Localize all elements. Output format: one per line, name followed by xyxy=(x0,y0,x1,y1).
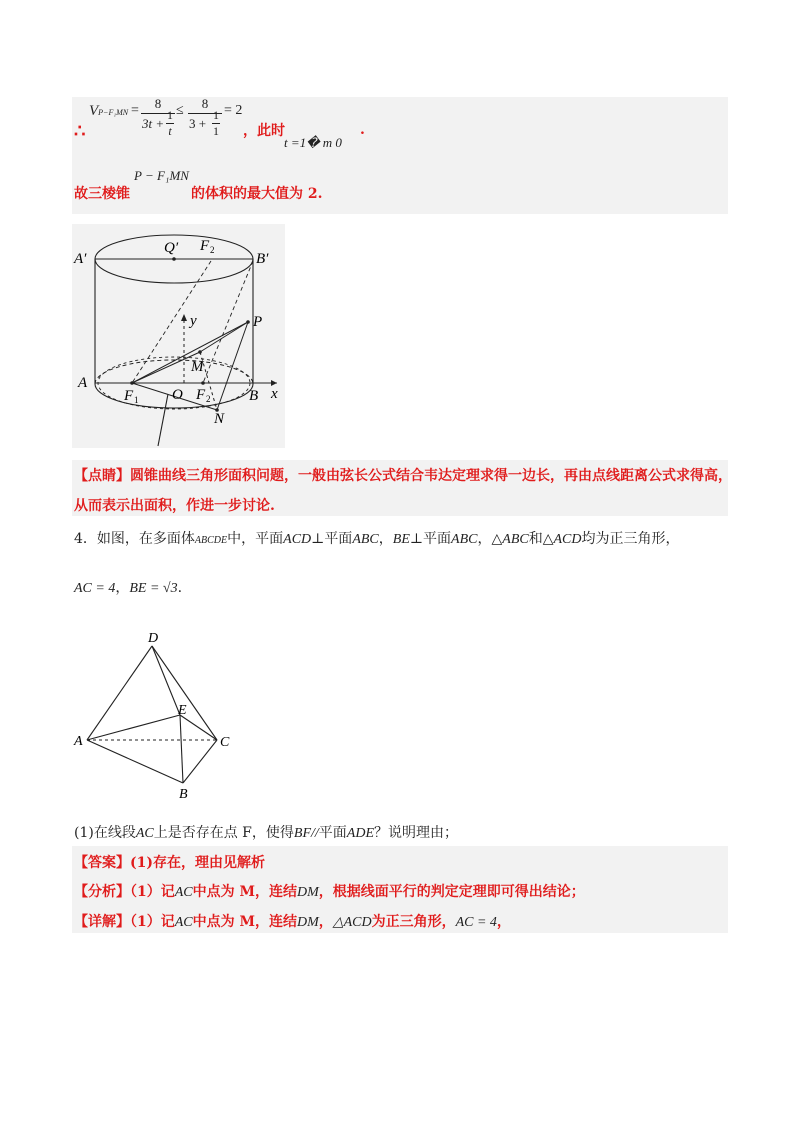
label-b: B xyxy=(249,388,259,404)
analysis-line: 【分析】（1）记AC中点为 M，连结DM，根据线面平行的判定定理即可得出结论； xyxy=(74,884,585,900)
note-line-1: 【点睛】圆锥曲线三角形面积问题，一般由弦长公式结合韦达定理求得一边长，再由点线距离公式求得高， xyxy=(74,468,732,484)
label-b-prime: B′ xyxy=(256,251,269,267)
label-a-prime: A′ xyxy=(74,251,87,267)
leq-symbol: ≤ xyxy=(176,103,184,118)
fraction-2: 8 xyxy=(188,96,222,114)
edge-bc xyxy=(183,740,217,783)
label-p: P xyxy=(253,314,263,330)
label-f2: F xyxy=(196,387,206,403)
cylinder-figure xyxy=(72,224,285,448)
label-a: A xyxy=(78,375,88,391)
label-x: x xyxy=(271,386,278,402)
equals-2: = 2 xyxy=(224,103,243,118)
label-q-prime: Q′ xyxy=(164,240,179,256)
label-f2-sub: 2 xyxy=(206,394,211,404)
note-line-2: 从而表示出面积，作进一步讨论. xyxy=(74,498,275,514)
conclusion-text-a: 故三棱锥 xyxy=(74,186,130,202)
label-c: C xyxy=(220,735,230,750)
conclusion-expression: P − F₁MN xyxy=(134,168,189,183)
at-this-time-text: ，此时 xyxy=(243,123,285,139)
q-prime-point xyxy=(172,257,176,261)
f1-point xyxy=(130,381,134,385)
fraction-2-inner: 1 1 xyxy=(213,108,219,138)
t-condition: t =1� m 0 xyxy=(284,135,342,150)
edge-ad xyxy=(87,646,152,740)
fraction-1: 8 xyxy=(141,96,175,114)
label-n: N xyxy=(214,411,225,427)
label-f1-sub: 1 xyxy=(134,395,139,405)
polyhedron-figure xyxy=(72,628,242,803)
equals-1: = xyxy=(131,103,139,118)
fraction-2-denominator: 3 + xyxy=(189,116,207,131)
detail-line: 【详解】（1）记AC中点为 M，连结DM，△ACD为正三角形，AC = 4， xyxy=(74,914,511,930)
label-y: y xyxy=(190,313,197,329)
label-o: O xyxy=(172,387,183,403)
label-f2-top-sub: 2 xyxy=(210,245,215,255)
label-f1: F xyxy=(124,388,134,404)
f2-point xyxy=(201,381,205,385)
volume-symbol: VP−F₁MN xyxy=(89,103,129,119)
edge-ec xyxy=(180,715,217,740)
fraction-1-denominator: 3t + xyxy=(142,116,165,131)
label-f2-top: F xyxy=(200,238,210,254)
label-b: B xyxy=(179,787,188,802)
therefore-symbol: ∴ xyxy=(74,121,86,142)
label-d: D xyxy=(148,631,159,646)
edge-eb xyxy=(180,715,183,783)
problem-4-values: AC = 4，BE = √3. xyxy=(74,580,183,596)
conclusion-text-b: 的体积的最大值为 2. xyxy=(191,186,323,202)
p-point xyxy=(246,320,250,324)
fraction-1-inner: 1 t xyxy=(167,108,173,138)
edge-dc xyxy=(152,646,217,740)
label-m: M xyxy=(191,359,204,375)
m-point xyxy=(198,350,202,354)
answer-line: 【答案】(1)存在，理由见解析 xyxy=(74,855,265,871)
question-1: (1)在线段AC上是否存在点 F，使得BF//平面ADE？说明理由； xyxy=(74,825,459,841)
edge-ae xyxy=(87,715,180,740)
label-e: E xyxy=(178,703,187,718)
period-mark: . xyxy=(360,122,365,138)
label-a: A xyxy=(74,734,83,749)
problem-4-intro: 4．如图，在多面体ABCDE中，平面ACD⊥平面ABC，BE⊥平面ABC，△ABC和△ACD均为正三角形， xyxy=(74,531,680,547)
edge-ab xyxy=(87,740,183,783)
